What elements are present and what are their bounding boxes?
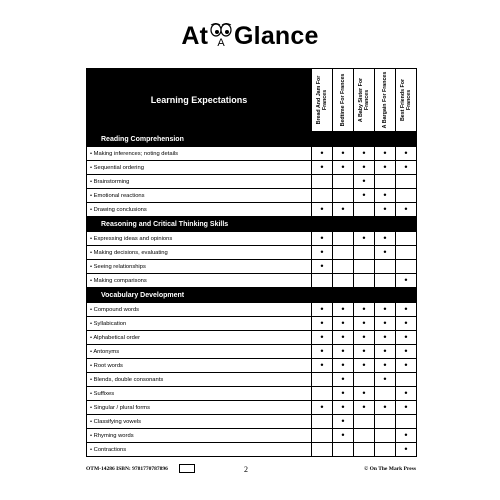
- check-cell: [333, 189, 354, 203]
- check-cell: •: [354, 189, 375, 203]
- table-row: [87, 387, 417, 401]
- check-cell: •: [375, 147, 396, 161]
- check-cell: [312, 373, 333, 387]
- table-row: [87, 203, 417, 217]
- section-header: [87, 132, 417, 147]
- check-cell: [354, 203, 375, 217]
- check-cell: [312, 415, 333, 429]
- check-cell: [375, 415, 396, 429]
- section-header: [87, 217, 417, 232]
- table-row: [87, 246, 417, 260]
- section-header: [87, 288, 417, 303]
- skill-label: • Alphabetical order: [87, 331, 312, 345]
- check-cell: [354, 443, 375, 457]
- skill-label: • Root words: [87, 359, 312, 373]
- check-cell: [333, 260, 354, 274]
- section-title: Vocabulary Development: [87, 288, 417, 303]
- check-cell: [375, 260, 396, 274]
- skill-label: • Syllabication: [87, 317, 312, 331]
- table-row: [87, 415, 417, 429]
- table-row: [87, 303, 417, 317]
- column-header-4: A Bargain For Frances: [375, 69, 396, 132]
- check-cell: •: [396, 317, 417, 331]
- check-cell: •: [333, 203, 354, 217]
- check-cell: [375, 274, 396, 288]
- table-row: [87, 175, 417, 189]
- check-cell: •: [354, 401, 375, 415]
- check-cell: [354, 373, 375, 387]
- check-cell: •: [333, 373, 354, 387]
- check-cell: •: [333, 147, 354, 161]
- check-cell: •: [396, 387, 417, 401]
- check-cell: •: [375, 331, 396, 345]
- check-cell: •: [312, 246, 333, 260]
- table-row: [87, 373, 417, 387]
- table-row: [87, 345, 417, 359]
- skill-label: • Classifying vowels: [87, 415, 312, 429]
- table-row: [87, 161, 417, 175]
- check-cell: [375, 175, 396, 189]
- check-cell: •: [312, 345, 333, 359]
- check-cell: [375, 429, 396, 443]
- title-part-2: Glance: [234, 22, 319, 50]
- check-cell: •: [312, 260, 333, 274]
- check-cell: [396, 189, 417, 203]
- check-cell: •: [396, 147, 417, 161]
- check-cell: [396, 246, 417, 260]
- section-title: Reasoning and Critical Thinking Skills: [87, 217, 417, 232]
- title-small-a: [217, 37, 225, 49]
- column-header-5: Best Friends For Frances: [396, 69, 417, 132]
- check-cell: [333, 232, 354, 246]
- footer-copyright: © On The Mark Press: [364, 466, 416, 472]
- table-row: [87, 274, 417, 288]
- skill-label: • Making inferences; noting details: [87, 147, 312, 161]
- check-cell: [312, 387, 333, 401]
- check-cell: •: [312, 303, 333, 317]
- check-cell: •: [333, 331, 354, 345]
- check-cell: •: [354, 147, 375, 161]
- check-cell: [333, 443, 354, 457]
- check-cell: •: [354, 331, 375, 345]
- skill-label: • Making comparisons: [87, 274, 312, 288]
- check-cell: •: [375, 373, 396, 387]
- check-cell: [396, 175, 417, 189]
- check-cell: •: [354, 387, 375, 401]
- check-cell: [333, 175, 354, 189]
- column-header-3: A Baby Sister For Frances: [354, 69, 375, 132]
- check-cell: [333, 274, 354, 288]
- check-cell: •: [396, 161, 417, 175]
- column-header-2: Bedtime For Frances: [333, 69, 354, 132]
- check-cell: [333, 246, 354, 260]
- page-title: [0, 22, 500, 51]
- skill-label: • Seeing relationships: [87, 260, 312, 274]
- check-cell: [312, 429, 333, 443]
- table-row: [87, 359, 417, 373]
- check-cell: •: [375, 317, 396, 331]
- check-cell: •: [333, 387, 354, 401]
- check-cell: •: [396, 401, 417, 415]
- check-cell: •: [375, 401, 396, 415]
- table-row: [87, 232, 417, 246]
- check-cell: •: [396, 274, 417, 288]
- skill-label: • Blends, double consonants: [87, 373, 312, 387]
- check-cell: •: [312, 401, 333, 415]
- section-title: Reading Comprehension: [87, 132, 417, 147]
- check-cell: •: [354, 175, 375, 189]
- check-cell: •: [396, 359, 417, 373]
- check-cell: •: [375, 359, 396, 373]
- check-cell: •: [375, 246, 396, 260]
- check-cell: [396, 260, 417, 274]
- check-cell: •: [312, 232, 333, 246]
- check-cell: [375, 443, 396, 457]
- check-cell: [396, 373, 417, 387]
- check-cell: •: [375, 232, 396, 246]
- skill-label: • Emotional reactions: [87, 189, 312, 203]
- check-cell: •: [312, 203, 333, 217]
- footer-code: OTM-14286 ISBN: 9781770787896: [86, 466, 168, 472]
- page-number: 2: [244, 465, 248, 474]
- check-cell: •: [354, 317, 375, 331]
- check-cell: •: [312, 147, 333, 161]
- check-cell: [375, 387, 396, 401]
- column-header-1: Bread And Jam For Frances: [312, 69, 333, 132]
- check-cell: [354, 415, 375, 429]
- check-cell: [396, 415, 417, 429]
- header-row: [87, 69, 417, 132]
- title-small-letter: A: [217, 37, 225, 49]
- check-cell: •: [333, 303, 354, 317]
- check-cell: •: [312, 331, 333, 345]
- check-cell: •: [354, 303, 375, 317]
- check-cell: •: [333, 415, 354, 429]
- check-cell: [354, 274, 375, 288]
- check-cell: •: [333, 345, 354, 359]
- check-cell: [312, 189, 333, 203]
- check-cell: [312, 274, 333, 288]
- skill-label: • Sequential ordering: [87, 161, 312, 175]
- skill-label: • Drawing conclusions: [87, 203, 312, 217]
- table-row: [87, 317, 417, 331]
- check-cell: [354, 429, 375, 443]
- skill-label: • Expressing ideas and opinions: [87, 232, 312, 246]
- title-part-1: At: [181, 22, 209, 50]
- table-row: [87, 260, 417, 274]
- learning-expectations-header: Learning Expectations: [87, 69, 312, 132]
- check-cell: •: [396, 203, 417, 217]
- check-cell: •: [396, 429, 417, 443]
- check-cell: •: [354, 232, 375, 246]
- check-cell: •: [375, 203, 396, 217]
- check-cell: •: [375, 161, 396, 175]
- check-cell: •: [354, 359, 375, 373]
- table-row: [87, 429, 417, 443]
- check-cell: •: [312, 359, 333, 373]
- check-cell: •: [375, 345, 396, 359]
- publisher-logo-icon: [179, 464, 195, 473]
- check-cell: •: [396, 443, 417, 457]
- skill-label: • Making decisions, evaluating: [87, 246, 312, 260]
- check-cell: •: [396, 345, 417, 359]
- eyes-icon: [209, 23, 233, 37]
- check-cell: •: [375, 303, 396, 317]
- check-cell: •: [354, 161, 375, 175]
- table-row: [87, 331, 417, 345]
- check-cell: •: [396, 303, 417, 317]
- skill-label: • Contractions: [87, 443, 312, 457]
- table-row: [87, 189, 417, 203]
- skill-label: • Suffixes: [87, 387, 312, 401]
- skill-label: • Singular / plural forms: [87, 401, 312, 415]
- check-cell: [354, 246, 375, 260]
- check-cell: •: [354, 345, 375, 359]
- check-cell: •: [333, 429, 354, 443]
- skill-label: • Compound words: [87, 303, 312, 317]
- skill-label: • Brainstorming: [87, 175, 312, 189]
- expectations-table: [86, 68, 417, 457]
- check-cell: •: [333, 401, 354, 415]
- check-cell: •: [396, 331, 417, 345]
- check-cell: [312, 175, 333, 189]
- skill-label: • Antonyms: [87, 345, 312, 359]
- check-cell: •: [312, 317, 333, 331]
- check-cell: •: [312, 161, 333, 175]
- check-cell: •: [333, 317, 354, 331]
- check-cell: [354, 260, 375, 274]
- table-row: [87, 401, 417, 415]
- check-cell: •: [333, 161, 354, 175]
- table-row: [87, 147, 417, 161]
- check-cell: [312, 443, 333, 457]
- check-cell: [396, 232, 417, 246]
- skill-label: • Rhyming words: [87, 429, 312, 443]
- table-row: [87, 443, 417, 457]
- check-cell: •: [333, 359, 354, 373]
- check-cell: •: [375, 189, 396, 203]
